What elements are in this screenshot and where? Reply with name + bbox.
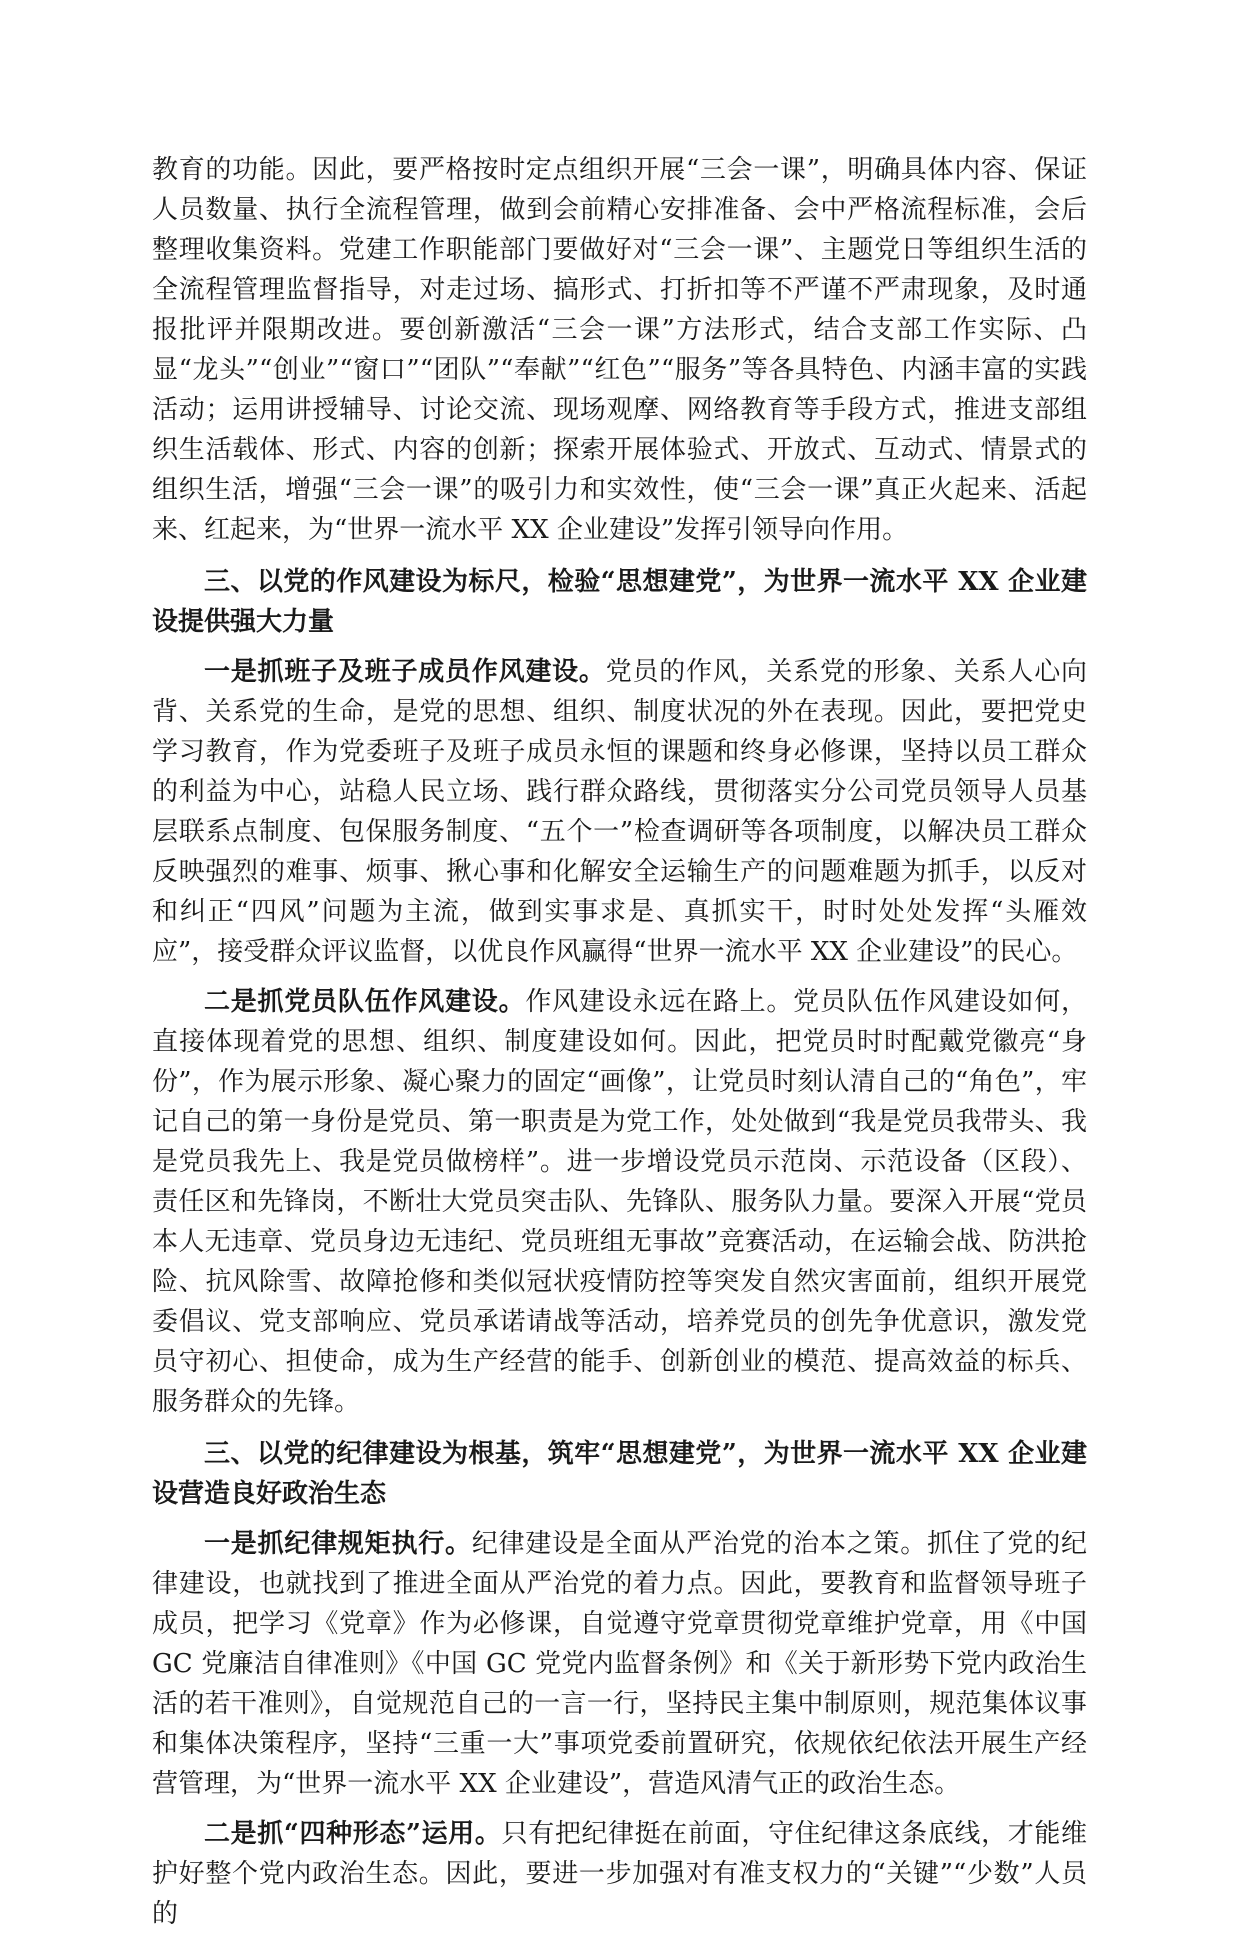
paragraph-lead: 二是抓党员队伍作风建设。 bbox=[204, 987, 526, 1017]
paragraph bbox=[152, 1524, 1087, 1804]
paragraph bbox=[152, 982, 1087, 1422]
section-heading bbox=[152, 562, 1087, 642]
paragraph-text: 只有把纪律挺在前面，守住纪律这条底线，才能维护好整个党内政治生态。因此，要进一步加强对有准支权力的“关键”“少数”人员的 bbox=[152, 1819, 1087, 1929]
paragraph-lead: 一是抓班子及班子成员作风建设。 bbox=[204, 657, 606, 687]
paragraph-text: 教育的功能。因此，要严格按时定点组织开展“三会一课”，明确具体内容、保证人员数量、执行全流程管理，做到会前精心安排准备、会中严格流程标准，会后整理收集资料。党建工作职能部门要做好对“三会一课”、主题党日等组织生活的全流程管理监督指导，对走过场、搞形式、打折扣等不严谨不严肃现象，及时通报批评并限期改进。要创新激活“三会一课”方法形式，结合支部工作实际、凸显“龙头”“创业”“窗口”“团队”“奉献”“红色”“服务”等各具特色、内涵丰富的实践活动；运用讲授辅导、讨论交流、现场观摩、网络教育等手段方式，推进支部组织生活载体、形式、内容的创新；探索开展体验式、开放式、互动式、情景式的组织生活，增强“三会一课”的吸引力和实效性，使“三会一课”真正火起来、活起来、红起来，为“世界一流水平 XX 企业建设”发挥引领导向作用。 bbox=[152, 155, 1087, 545]
paragraph-lead: 一是抓纪律规矩执行。 bbox=[204, 1529, 472, 1559]
paragraph-lead: 二是抓“四种形态”运用。 bbox=[204, 1819, 502, 1849]
section-heading-text: 三、以党的纪律建设为根基，筑牢“思想建党”，为世界一流水平 XX 企业建设营造良好政治生态 bbox=[152, 1439, 1087, 1509]
paragraph bbox=[152, 150, 1087, 550]
paragraph bbox=[152, 1814, 1087, 1934]
document-page bbox=[152, 150, 1087, 1934]
paragraph-text: 纪律建设是全面从严治党的治本之策。抓住了党的纪律建设，也就找到了推进全面从严治党的着力点。因此，要教育和监督领导班子成员，把学习《党章》作为必修课，自觉遵守党章贯彻党章维护党章，用《中国 GC 党廉洁自律准则》《中国 GC 党党内监督条例》和《关于新形势下党内政治生活的若干准则》，自觉规范自己的一言一行，坚持民主集中制原则，规范集体议事和集体决策程序，坚持“三重一大”事项党委前置研究，依规依纪依法开展生产经营管理，为“世界一流水平 XX 企业建设”，营造风清气正的政治生态。 bbox=[152, 1529, 1087, 1799]
paragraph bbox=[152, 652, 1087, 972]
paragraph-text: 党员的作风，关系党的形象、关系人心向背、关系党的生命，是党的思想、组织、制度状况的外在表现。因此，要把党史学习教育，作为党委班子及班子成员永恒的课题和终身必修课，坚持以员工群众的利益为中心，站稳人民立场、践行群众路线，贯彻落实分公司党员领导人员基层联系点制度、包保服务制度、“五个一”检查调研等各项制度，以解决员工群众反映强烈的难事、烦事、揪心事和化解安全运输生产的问题难题为抓手，以反对和纠正“四风”问题为主流，做到实事求是、真抓实干，时时处处发挥“头雁效应”，接受群众评议监督，以优良作风赢得“世界一流水平 XX 企业建设”的民心。 bbox=[152, 657, 1087, 967]
paragraph-text: 作风建设永远在路上。党员队伍作风建设如何，直接体现着党的思想、组织、制度建设如何。因此，把党员时时配戴党徽亮“身份”，作为展示形象、凝心聚力的固定“画像”，让党员时刻认清自己的“角色”，牢记自己的第一身份是党员、第一职责是为党工作，处处做到“我是党员我带头、我是党员我先上、我是党员做榜样”。进一步增设党员示范岗、示范设备（区段）、责任区和先锋岗，不断壮大党员突击队、先锋队、服务队力量。要深入开展“党员本人无违章、党员身边无违纪、党员班组无事故”竞赛活动，在运输会战、防洪抢险、抗风除雪、故障抢修和类似冠状疫情防控等突发自然灾害面前，组织开展党委倡议、党支部响应、党员承诺请战等活动，培养党员的创先争优意识，激发党员守初心、担使命，成为生产经营的能手、创新创业的模范、提高效益的标兵、服务群众的先锋。 bbox=[152, 987, 1087, 1417]
section-heading bbox=[152, 1434, 1087, 1514]
section-heading-text: 三、以党的作风建设为标尺，检验“思想建党”，为世界一流水平 XX 企业建设提供强大力量 bbox=[152, 567, 1087, 637]
